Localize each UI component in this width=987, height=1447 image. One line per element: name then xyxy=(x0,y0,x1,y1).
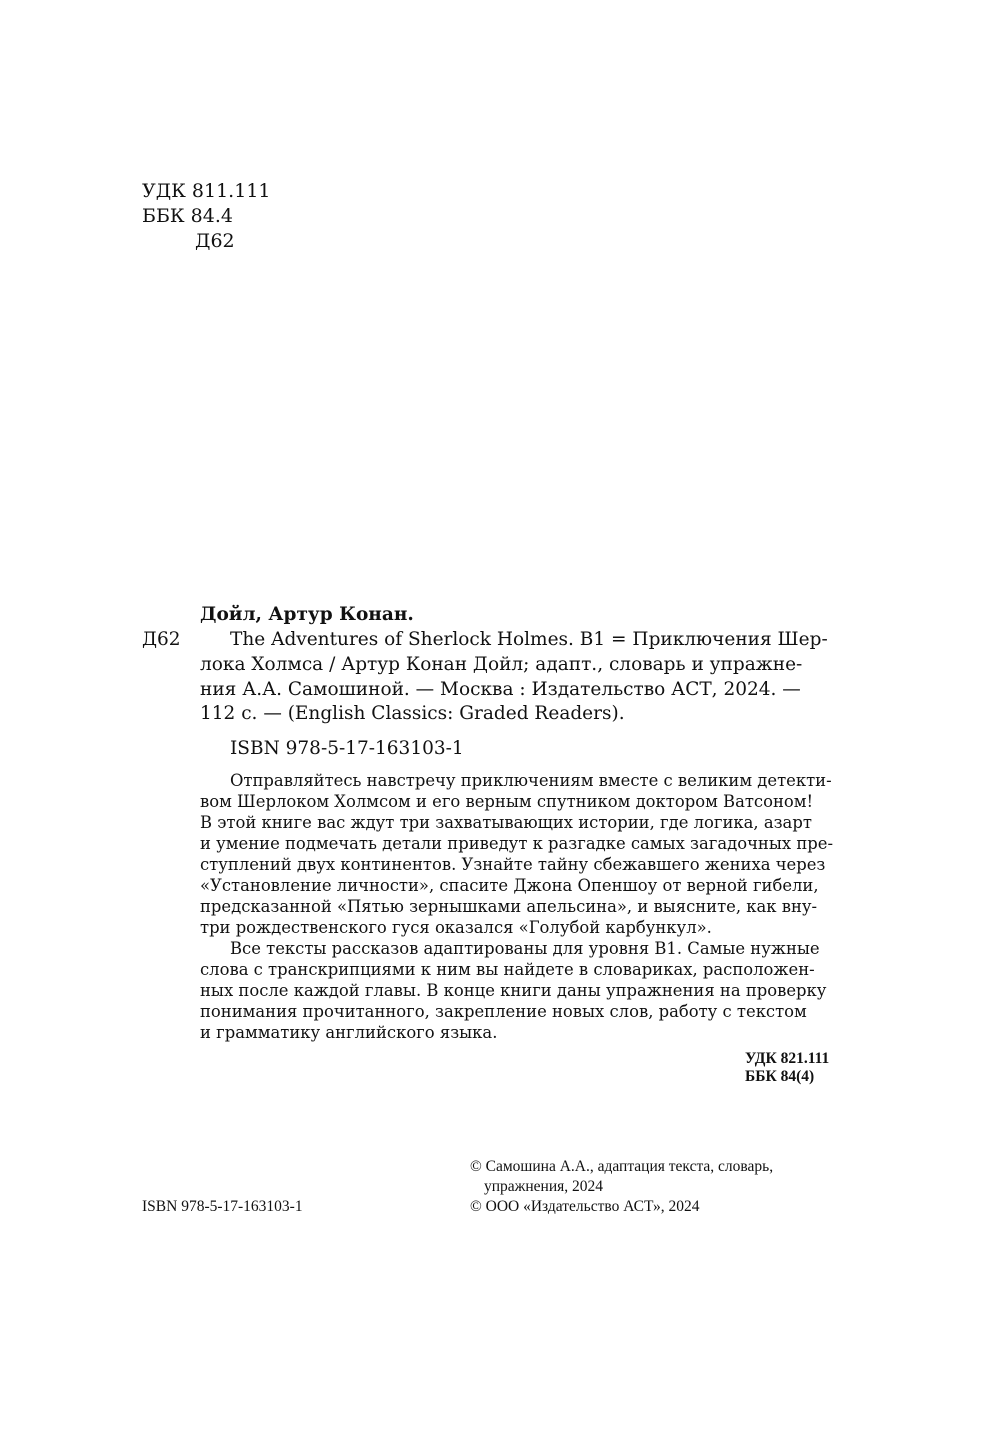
annotation-line: понимания прочитанного, закрепление новых слов, работу с текстом xyxy=(200,1002,807,1021)
annotation-line: «Установление личности», спасите Джона Опеншоу от верной гибели, xyxy=(200,876,819,895)
annotation-line: вом Шерлоком Холмсом и его верным спутником доктором Ватсоном! xyxy=(200,792,814,811)
bbk-code-bottom: ББК 84(4) xyxy=(745,1068,815,1085)
annotation-line: предсказанной «Пятью зернышками апельсина», и выясните, как вну- xyxy=(200,897,818,916)
udk-code-bottom: УДК 821.111 xyxy=(745,1050,830,1067)
isbn-footer: ISBN 978-5-17-163103-1 xyxy=(142,1198,303,1215)
annotation-line: ступлений двух континентов. Узнайте тайну сбежавшего жениха через xyxy=(200,855,826,874)
author-mark: Д62 xyxy=(195,230,235,252)
udk-code: УДК 811.111 xyxy=(142,180,271,202)
bbk-code: ББК 84.4 xyxy=(142,205,233,227)
description-line: ния А.А. Самошиной. — Москва : Издательство АСТ, 2024. — xyxy=(200,679,801,700)
isbn-line: ISBN 978-5-17-163103-1 xyxy=(230,738,464,759)
author-mark-inline: Д62 xyxy=(142,629,181,650)
annotation-line: три рождественского гуся оказался «Голубой карбункул». xyxy=(200,918,712,937)
copyright-publisher: © ООО «Издательство АСТ», 2024 xyxy=(470,1198,700,1215)
annotation-line: Все тексты рассказов адаптированы для уровня B1. Самые нужные xyxy=(230,939,820,958)
copyright-adaptation-cont: упражнения, 2024 xyxy=(484,1178,604,1195)
description-line: 112 с. — (English Classics: Graded Readers). xyxy=(200,703,625,724)
annotation-line: В этой книге вас ждут три захватывающих истории, где логика, азарт xyxy=(200,813,812,832)
annotation-line: слова с транскрипциями к ним вы найдете в словариках, расположен- xyxy=(200,960,815,979)
annotation-line: и грамматику английского языка. xyxy=(200,1023,498,1042)
annotation-line: ных после каждой главы. В конце книги даны упражнения на проверку xyxy=(200,981,827,1000)
annotation-line: Отправляйтесь навстречу приключениям вместе с великим детекти- xyxy=(230,771,832,790)
annotation-line: и умение подмечать детали приведут к разгадке самых загадочных пре- xyxy=(200,834,834,853)
description-line: The Adventures of Sherlock Holmes. B1 = Приключения Шер- xyxy=(230,629,828,650)
copyright-adaptation: © Самошина А.А., адаптация текста, словарь, xyxy=(470,1158,774,1175)
description-line: лока Холмса / Артур Конан Дойл; адапт., словарь и упражне- xyxy=(200,654,803,675)
author-heading: Дойл, Артур Конан. xyxy=(200,604,414,625)
